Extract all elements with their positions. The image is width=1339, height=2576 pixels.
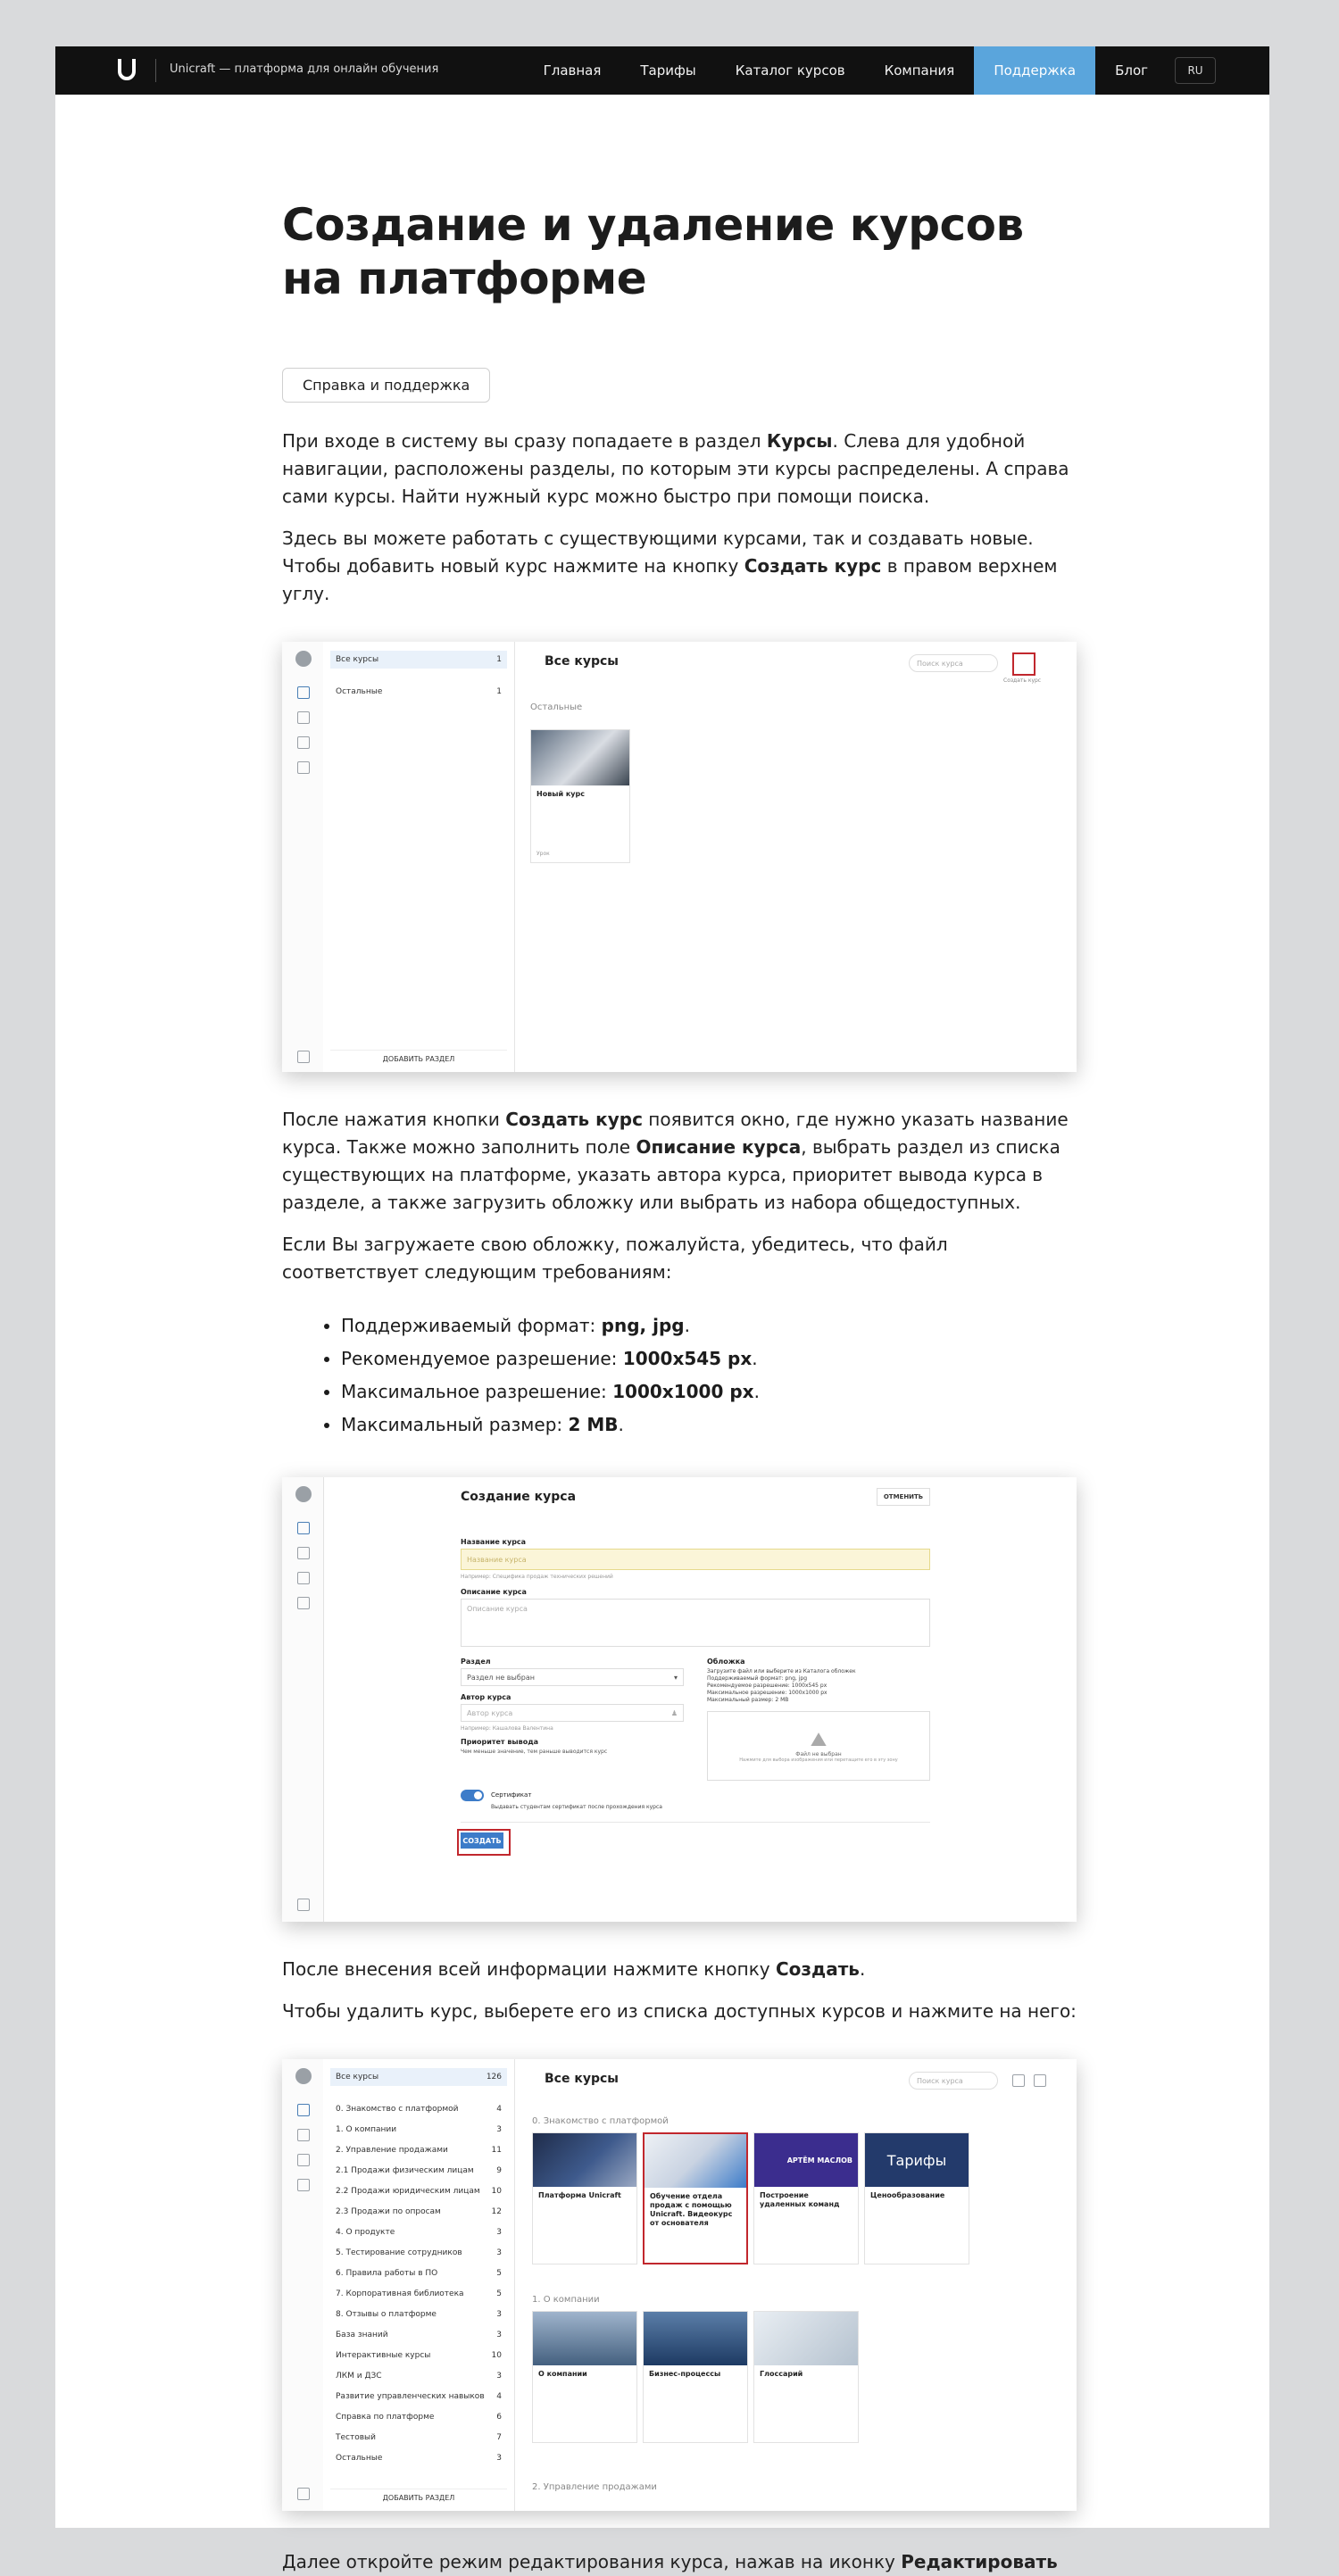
form-divider	[461, 1822, 930, 1823]
avatar	[295, 2068, 312, 2084]
main-nav	[524, 46, 1269, 95]
sidebar-item[interactable]: Развитие управленческих навыков 4	[336, 2392, 502, 2401]
paragraph-create: Здесь вы можете работать с существующими курсами, так и создавать новые. Чтобы добавить новый курс нажмите на кнопку Создать курс в правом верхнем углу.	[282, 528, 1058, 604]
author-label: Автор курса	[461, 1693, 511, 1701]
language-switch[interactable]: RU	[1175, 57, 1216, 84]
course-title: Бизнес-процессы	[649, 2370, 721, 2378]
course-title: О компании	[538, 2370, 587, 2378]
tooltip-create: Создать курс	[1003, 677, 1042, 684]
sidebar-item-all[interactable]: Все курсы 1	[330, 651, 507, 669]
create-course-button-highlight[interactable]	[1012, 652, 1035, 676]
sidebar-item[interactable]: 1. О компании 3	[336, 2125, 502, 2134]
library-icon	[297, 711, 310, 724]
paragraph-delete: Чтобы удалить курс, выберете его из списка доступных курсов и нажмите на него:	[282, 2000, 1077, 2022]
name-label: Название курса	[461, 1538, 527, 1546]
category-chip[interactable]: Справка и поддержка	[282, 368, 490, 403]
cancel-button[interactable]: ОТМЕНИТЬ	[877, 1488, 930, 1506]
article-content	[282, 198, 1077, 2576]
sidebar-item-other[interactable]: Остальные 1	[336, 687, 502, 696]
course-title: Обучение отдела продаж с помощью Unicraft. Видеокурс от основателя	[650, 2192, 733, 2227]
section-label: Раздел	[461, 1658, 491, 1666]
sidebar-item[interactable]: 6. Правила работы в ПО 5	[336, 2269, 502, 2278]
article-title: Создание и удаление курсов на платформе	[282, 199, 1024, 304]
section-title: 0. Знакомство с платформой	[532, 2116, 669, 2126]
course-title: Новый курс	[536, 790, 585, 798]
priority-hint: Чем меньше значение, тем раньше выводится курс	[461, 1749, 608, 1755]
users-icon	[297, 1597, 310, 1609]
course-cover	[533, 2312, 636, 2365]
course-cover	[531, 730, 629, 785]
exit-icon	[297, 2488, 310, 2500]
cover-line-1: Загрузите файл или выберите из Каталога обложек	[707, 1668, 856, 1674]
nav-pricing[interactable]: Тарифы	[640, 62, 696, 79]
course-card[interactable]	[753, 2311, 859, 2443]
sidebar-item[interactable]: ЛКМ и ДЗС 3	[336, 2372, 502, 2381]
course-cover	[644, 2312, 747, 2365]
course-title: Глоссарий	[760, 2370, 803, 2378]
nav-home[interactable]: Главная	[543, 62, 602, 79]
avatar	[295, 1486, 312, 1502]
requirement-format: • Поддерживаемый формат: png, jpg.	[341, 1309, 1077, 1342]
priority-label: Приоритет вывода	[461, 1738, 539, 1746]
paragraph-submit: После внесения всей информации нажмите кнопку Создать.	[282, 1958, 866, 1980]
paragraph-cover: Если Вы загружаете свою обложку, пожалуйста, убедитесь, что файл соответствует следующим требованиям:	[282, 1234, 948, 1283]
sidebar-item[interactable]: 2.3 Продажи по опросам 12	[336, 2207, 502, 2216]
library-icon	[297, 2129, 310, 2141]
cover-label: Обложка	[707, 1658, 745, 1666]
exit-icon	[297, 1899, 310, 1911]
paragraph-intro: При входе в систему вы сразу попадаете в раздел Курсы. Слева для удобной навигации, расположены разделы, по которым эти курсы распределены. А справа сами курсы. Найти нужный курс можно быстро при помощи поиска.	[282, 430, 1069, 507]
course-card[interactable]	[530, 729, 630, 863]
page	[55, 46, 1269, 2572]
nav-company[interactable]: Компания	[884, 62, 955, 79]
certificate-label: Сертификат	[491, 1791, 532, 1799]
section-title: 1. О компании	[532, 2295, 600, 2305]
search-input[interactable]: Поиск курса	[909, 654, 998, 672]
author-hint: Например: Кашалова Валентина	[461, 1725, 553, 1732]
requirement-max-resolution: • Максимальное разрешение: 1000x1000 px.	[341, 1375, 1077, 1408]
courses-header: Все курсы	[545, 654, 619, 669]
sections-sidebar	[323, 2059, 515, 2511]
paragraph-form: После нажатия кнопки Создать курс появится окно, где нужно указать название курса. Также можно заполнить поле Описание курса, выбрать раздел из списка существующих на платформе, указать автора курса, приоритет вывода курса в разделе, а также загрузить обложку или выбрать из набора общедоступных.	[282, 1109, 1069, 1213]
screenshot-courses-list	[282, 642, 1077, 1072]
top-navigation-bar	[55, 46, 1269, 95]
unicraft-logo[interactable]	[116, 57, 137, 82]
library-icon	[297, 1547, 310, 1559]
toggle-knob	[474, 1791, 482, 1799]
form-title: Создание курса	[461, 1490, 577, 1504]
sections-sidebar	[323, 642, 515, 1072]
certificate-toggle[interactable]	[461, 1790, 484, 1801]
course-cover	[533, 2133, 636, 2187]
sidebar-item[interactable]: Тестовый 7	[336, 2433, 502, 2442]
settings-icon[interactable]	[1034, 2074, 1046, 2087]
sidebar-item[interactable]: 2.1 Продажи физическим лицам 9	[336, 2166, 502, 2175]
nav-catalog[interactable]: Каталог курсов	[735, 62, 845, 79]
course-cover	[754, 2312, 858, 2365]
exit-icon	[297, 1051, 310, 1063]
description-label: Описание курса	[461, 1588, 527, 1596]
course-meta: Урок	[536, 851, 550, 857]
sidebar-item[interactable]: Справка по платформе 6	[336, 2413, 502, 2422]
groups-icon	[297, 2154, 310, 2166]
add-section-button[interactable]: ДОБАВИТЬ РАЗДЕЛ	[330, 1050, 507, 1067]
create-course-icon[interactable]	[1012, 2074, 1025, 2087]
screenshot-all-courses	[282, 2059, 1077, 2511]
sidebar-item[interactable]: 7. Корпоративная библиотека 5	[336, 2289, 502, 2298]
sidebar-item[interactable]: Остальные 3	[336, 2454, 502, 2463]
course-card[interactable]	[532, 2311, 637, 2443]
courses-icon	[297, 1522, 310, 1534]
course-name-input[interactable]: Название курса	[461, 1549, 930, 1570]
sidebar-item[interactable]: Интерактивные курсы 10	[336, 2351, 502, 2360]
name-hint: Например: Специфика продаж технических решений	[461, 1574, 613, 1580]
certificate-hint: Выдавать студентам сертификат после прохождения курса	[491, 1804, 662, 1810]
course-card[interactable]	[864, 2132, 969, 2264]
courses-header: Все курсы	[545, 2072, 619, 2086]
course-cover: Тарифы	[865, 2133, 969, 2187]
course-title: Ценообразование	[870, 2191, 945, 2199]
logo-divider	[155, 59, 156, 82]
groups-icon	[297, 1572, 310, 1584]
requirement-max-size: • Максимальный размер: 2 MB.	[341, 1408, 1077, 1442]
course-cover	[645, 2134, 746, 2188]
search-input[interactable]: Поиск курса	[909, 2072, 998, 2090]
course-title: Построение удаленных команд	[760, 2191, 840, 2208]
course-cover: АРТЁМ МАСЛОВ	[754, 2133, 858, 2187]
requirement-resolution: • Рекомендуемое разрешение: 1000x545 px.	[341, 1342, 1077, 1375]
groups-icon	[297, 736, 310, 749]
app-rail	[282, 2059, 324, 2511]
course-description-input[interactable]: Описание курса	[461, 1599, 930, 1647]
create-button[interactable]: СОЗДАТЬ	[461, 1832, 503, 1849]
section-title: Остальные	[530, 702, 583, 712]
users-icon	[297, 761, 310, 774]
image-icon: ⛰	[810, 1729, 828, 1751]
app-rail	[282, 1477, 324, 1922]
app-rail	[282, 642, 324, 1072]
cover-line-2: Поддерживаемый формат: png, jpg	[707, 1675, 808, 1682]
cover-line-4: Максимальное разрешение: 1000x1000 px	[707, 1690, 828, 1696]
cover-line-3: Рекомендуемое разрешение: 1000x545 px	[707, 1683, 828, 1689]
paragraph-edit: Далее откройте режим редактирования курса, нажав на иконку Редактировать	[282, 2551, 1058, 2572]
course-card-selected[interactable]	[643, 2132, 748, 2264]
requirements-list	[282, 1309, 1077, 1442]
section-title: 2. Управление продажами	[532, 2482, 657, 2492]
author-input[interactable]: Автор курса ♟	[461, 1704, 684, 1722]
sidebar-item[interactable]: 0. Знакомство с платформой 4	[336, 2105, 502, 2114]
users-icon	[297, 2179, 310, 2191]
cover-line-5: Максимальный размер: 2 MB	[707, 1697, 789, 1703]
course-title: Платформа Unicraft	[538, 2191, 621, 2199]
sidebar-item[interactable]: Все курсы 126	[330, 2068, 507, 2086]
avatar	[295, 651, 312, 667]
sidebar-item[interactable]: 2.2 Продажи юридическим лицам 10	[336, 2187, 502, 2196]
course-card[interactable]	[532, 2132, 637, 2264]
cover-dropzone[interactable]: ⛰ Файл не выбран Нажмите для выбора изображения или перетащите его в эту зону	[707, 1711, 930, 1781]
sidebar-item[interactable]: 5. Тестирование сотрудников 3	[336, 2248, 502, 2257]
course-card[interactable]	[753, 2132, 859, 2264]
chevron-down-icon: ▾	[673, 1673, 678, 1682]
sidebar-item[interactable]: 8. Отзывы о платформе 3	[336, 2310, 502, 2319]
nav-blog[interactable]: Блог	[1115, 62, 1148, 79]
courses-icon	[297, 686, 310, 699]
nav-support[interactable]: Поддержка	[974, 46, 1095, 95]
sidebar-item[interactable]: База знаний 3	[336, 2331, 502, 2339]
person-icon: ♟	[670, 1708, 678, 1717]
screenshot-create-course-form	[282, 1477, 1077, 1922]
section-select[interactable]: Раздел не выбран ▾	[461, 1668, 684, 1686]
sidebar-item[interactable]: 4. О продукте 3	[336, 2228, 502, 2237]
courses-icon	[297, 2104, 310, 2116]
course-card[interactable]	[643, 2311, 748, 2443]
add-section-button[interactable]: ДОБАВИТЬ РАЗДЕЛ	[330, 2489, 507, 2505]
sidebar-item[interactable]: 2. Управление продажами 11	[336, 2146, 502, 2155]
site-tagline: Unicraft — платформа для онлайн обучения	[170, 62, 439, 76]
